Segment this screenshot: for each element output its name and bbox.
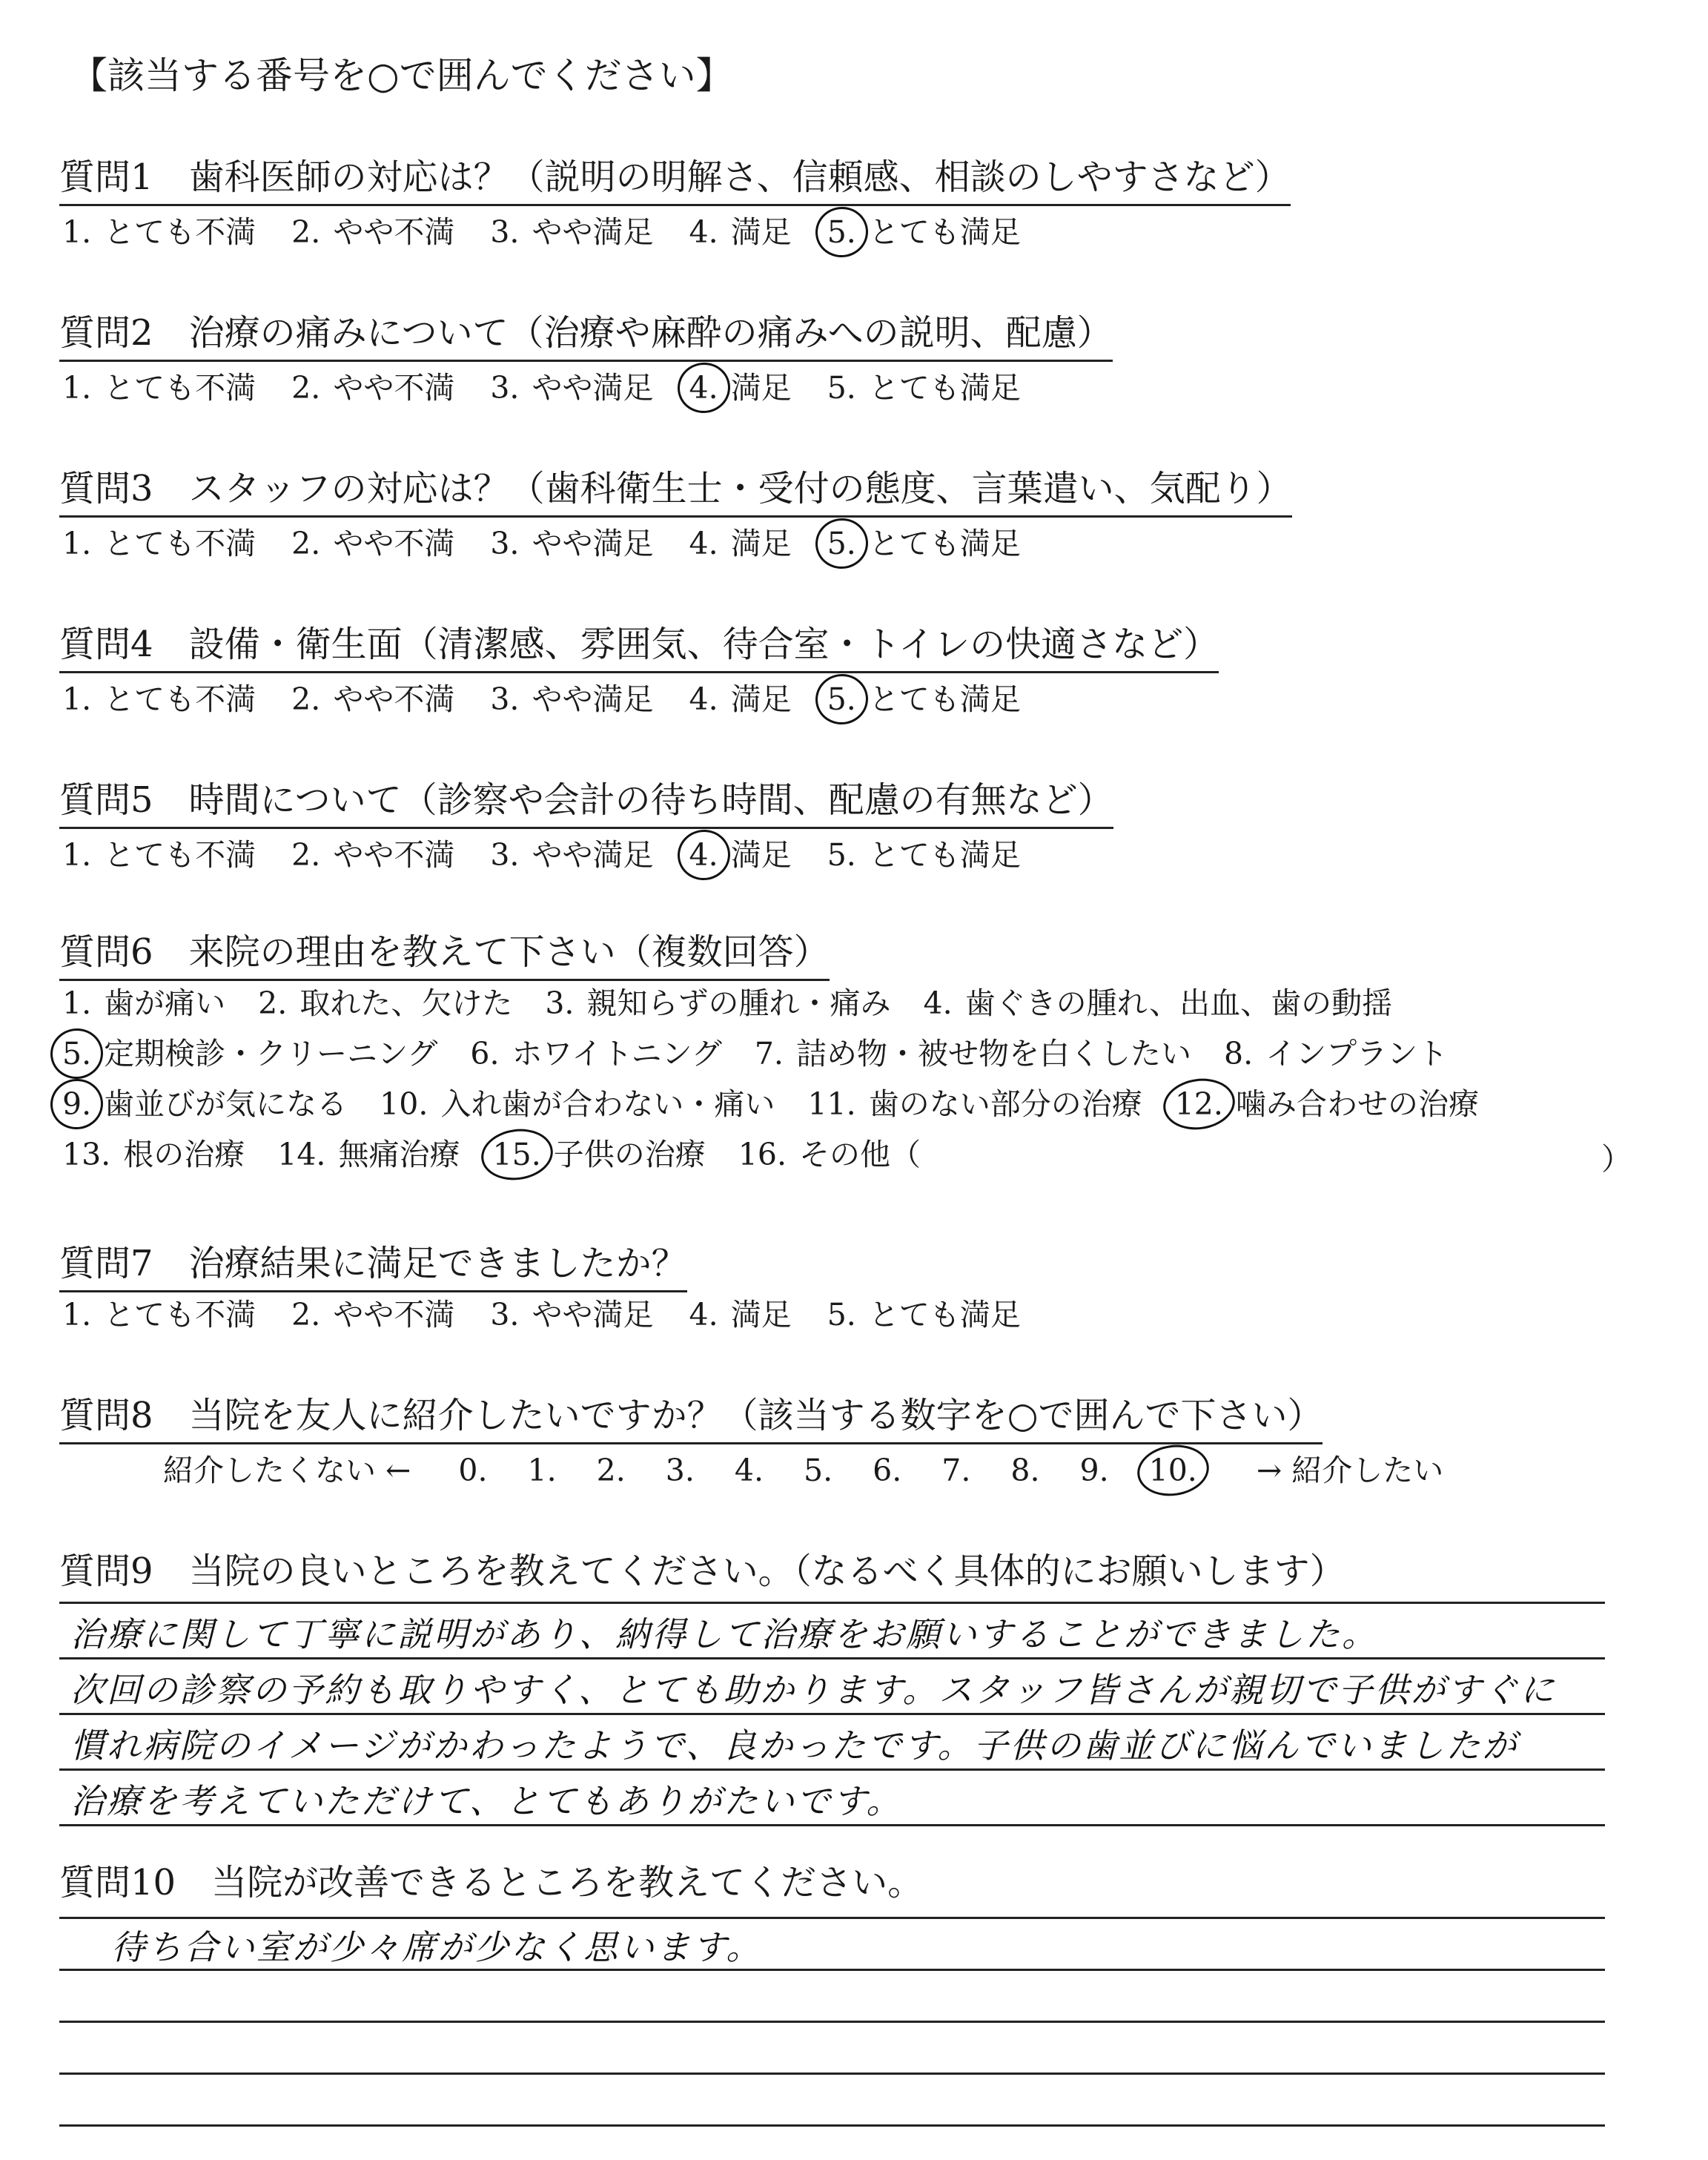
rating-option[interactable] (824, 363, 1021, 407)
scale-number[interactable]: 6. (873, 1453, 902, 1488)
rating-option[interactable] (686, 1290, 792, 1334)
reason-option[interactable] (1221, 1029, 1448, 1073)
question-text: 治療の痛みについて（治療や麻酔の痛みへの説明、配慮） (188, 312, 1113, 354)
rating-label: 満足 (730, 837, 792, 873)
rating-option[interactable] (288, 1290, 454, 1334)
rating-number: 4. (689, 1297, 718, 1332)
rating-label: 満足 (730, 370, 792, 406)
q7-options (59, 1290, 1053, 1334)
rating-number: 4. (689, 526, 718, 561)
answer-line (59, 2021, 1605, 2023)
question-label: 質問2 (59, 312, 153, 354)
rating-label: 満足 (730, 681, 792, 717)
scale-number[interactable]: 10. (1146, 1453, 1200, 1488)
answer-line (59, 1917, 1605, 1919)
reason-number: 13. (62, 1137, 111, 1172)
rating-number: 3. (490, 214, 520, 250)
reason-option[interactable] (735, 1130, 921, 1174)
rating-label: とても不満 (104, 214, 256, 250)
rating-label: とても不満 (104, 837, 256, 873)
scale-number[interactable]: 5. (804, 1453, 833, 1488)
rating-option[interactable] (686, 519, 792, 563)
scale-number[interactable]: 1. (527, 1453, 557, 1488)
question-text: 歯科医師の対応は？（説明の明解さ、信頼感、相談のしやすさなど） (188, 156, 1291, 198)
rating-option[interactable] (59, 830, 256, 874)
reason-number: 2. (258, 985, 288, 1021)
rating-number: 3. (490, 370, 520, 406)
answer-line (59, 1713, 1605, 1715)
rating-number: 1. (62, 526, 92, 561)
rating-option[interactable] (686, 675, 792, 719)
rating-option[interactable] (487, 1290, 653, 1334)
reason-label: 定期検診・クリーニング (104, 1036, 438, 1071)
rating-label: とても満足 (868, 214, 1021, 250)
reason-option[interactable] (59, 979, 225, 1023)
rating-label: やや不満 (333, 837, 455, 873)
rating-number: 4. (686, 837, 721, 873)
answer-line (59, 1602, 1605, 1604)
rating-option[interactable] (487, 519, 653, 563)
rating-label: やや満足 (532, 1297, 654, 1332)
rating-label: とても満足 (868, 1297, 1021, 1332)
rating-label: とても不満 (104, 526, 256, 561)
rating-label: 満足 (730, 214, 792, 250)
rating-number: 2. (291, 837, 321, 873)
reason-option[interactable] (542, 979, 890, 1023)
reason-label: インプラント (1265, 1036, 1449, 1071)
rating-number: 1. (62, 837, 92, 873)
rating-option[interactable] (288, 675, 454, 719)
reason-option[interactable] (921, 979, 1393, 1023)
rating-number: 1. (62, 370, 92, 406)
reason-label: ホワイトニング (512, 1036, 722, 1071)
rating-number: 5. (824, 681, 859, 717)
rating-label: 満足 (730, 526, 792, 561)
rating-label: とても不満 (104, 370, 256, 406)
rating-number: 2. (291, 214, 321, 250)
q6-title (59, 923, 830, 981)
reason-option[interactable] (1172, 1080, 1479, 1123)
handwritten-answer-line: 治療を考えていただけて、とてもありがたいです。 (70, 1781, 903, 1821)
rating-number: 4. (689, 214, 718, 250)
q10-title (59, 1854, 923, 1905)
q6-row (59, 1029, 1477, 1073)
rating-option[interactable] (824, 830, 1021, 874)
rating-option[interactable] (686, 830, 792, 874)
q6-row (59, 1130, 950, 1174)
reason-label: 噛み合わせの治療 (1235, 1086, 1479, 1122)
rating-label: やや不満 (333, 526, 455, 561)
rating-label: とても満足 (868, 526, 1021, 561)
rating-label: やや満足 (532, 837, 654, 873)
rating-option[interactable] (59, 363, 256, 407)
q4-title (59, 615, 1219, 673)
rating-option[interactable] (686, 363, 792, 407)
form-heading: 【該当する番号を○で囲んでください】 (70, 54, 733, 97)
rating-label: やや不満 (333, 370, 455, 406)
rating-number: 2. (291, 681, 321, 717)
rating-number: 4. (689, 681, 718, 717)
reason-label: 子供の治療 (553, 1137, 706, 1172)
rating-option[interactable] (288, 363, 454, 407)
rating-number: 3. (490, 1297, 520, 1332)
handwritten-answer-line: 次回の診察の予約も取りやすく、とても助かります。スタッフ皆さんが親切で子供がすぐに (70, 1670, 1557, 1710)
reason-option[interactable] (59, 1130, 245, 1174)
q7-label: 質問7 (59, 1243, 153, 1284)
reason-label: 根の治療 (123, 1137, 245, 1172)
rating-number: 5. (827, 1297, 856, 1332)
scale-number[interactable]: 9. (1079, 1453, 1109, 1488)
question-text: 設備・衛生面（清潔感、雰囲気、待合室・トイレの快適さなど） (188, 624, 1219, 665)
scale-number[interactable]: 2. (596, 1453, 626, 1488)
rating-label: とても不満 (104, 681, 256, 717)
q8-title (59, 1387, 1323, 1444)
rating-number: 5. (827, 370, 856, 406)
rating-option[interactable] (59, 208, 256, 251)
reason-number: 1. (62, 985, 92, 1021)
q7-text: 治療結果に満足できましたか？ (188, 1243, 687, 1284)
reason-option[interactable] (804, 1080, 1142, 1123)
q7-title (59, 1235, 687, 1292)
rating-label: とても不満 (104, 1297, 256, 1332)
rating-label: 満足 (730, 1297, 792, 1332)
reason-option[interactable] (255, 979, 512, 1023)
reason-option[interactable] (59, 1080, 347, 1123)
reason-label: 歯が痛い (104, 985, 226, 1021)
reason-label: 親知らずの腫れ・痛み (586, 985, 891, 1021)
reason-number: 4. (923, 985, 953, 1021)
q8-right-label: → 紹介したい (1256, 1453, 1444, 1488)
rating-number: 5. (824, 526, 859, 561)
rating-number: 5. (824, 214, 859, 250)
handwritten-answer-line: 待ち合い室が少々席が少なく思います。 (111, 1927, 763, 1967)
rating-label: やや満足 (532, 370, 654, 406)
rating-label: やや満足 (532, 526, 654, 561)
q10-text: 当院が改善できるところを教えてください。 (211, 1862, 924, 1903)
rating-number: 2. (291, 526, 321, 561)
rating-label: やや不満 (333, 1297, 455, 1332)
reason-number: 16. (738, 1137, 787, 1172)
question-text: スタッフの対応は？（歯科衛生士・受付の態度、言葉遣い、気配り） (188, 468, 1292, 509)
q9-label: 質問9 (59, 1550, 153, 1592)
reason-number: 11. (807, 1086, 856, 1122)
scale-number[interactable]: 4. (734, 1453, 764, 1488)
q8-scale (163, 1446, 1443, 1490)
reason-label: 取れた、欠けた (299, 985, 513, 1021)
reason-number: 15. (490, 1137, 544, 1172)
question-label: 質問4 (59, 624, 153, 665)
rating-option[interactable] (487, 363, 653, 407)
reason-number: 12. (1172, 1086, 1226, 1122)
rating-number: 1. (62, 214, 92, 250)
rating-label: とても満足 (868, 681, 1021, 717)
q6-row (59, 979, 1422, 1023)
rating-number: 2. (291, 370, 321, 406)
q5-title (59, 771, 1113, 829)
reason-label: 歯ぐきの腫れ、出血、歯の動揺 (964, 985, 1393, 1021)
rating-option[interactable] (686, 208, 792, 251)
rating-option[interactable] (487, 830, 653, 874)
answer-line (59, 1824, 1605, 1826)
q6-row (59, 1080, 1509, 1123)
rating-option[interactable] (487, 208, 653, 251)
reason-number: 10. (380, 1086, 428, 1122)
answer-line (59, 2073, 1605, 2075)
handwritten-answer-line: 治療に関して丁寧に説明があり、納得して治療をお願いすることができました。 (70, 1614, 1378, 1654)
q10-label: 質問10 (59, 1862, 176, 1903)
q5-options (59, 830, 1053, 874)
q3-title (59, 460, 1292, 518)
reason-option[interactable] (59, 1029, 437, 1073)
reason-label: 入れ歯が合わない・痛い (440, 1086, 775, 1122)
rating-label: やや不満 (333, 681, 455, 717)
rating-number: 3. (490, 526, 520, 561)
rating-number: 1. (62, 681, 92, 717)
rating-number: 5. (827, 837, 856, 873)
rating-label: とても満足 (868, 837, 1021, 873)
answer-line (59, 1768, 1605, 1771)
rating-option[interactable] (824, 519, 1021, 563)
q1-options (59, 208, 1053, 251)
reason-option[interactable] (377, 1080, 775, 1123)
q2-title (59, 304, 1113, 362)
question-text: 時間について（診察や会計の待ち時間、配慮の有無など） (188, 779, 1113, 821)
q9-text: 当院の良いところを教えてください。（なるべく具体的にお願いします） (188, 1550, 1345, 1592)
rating-option[interactable] (487, 675, 653, 719)
rating-label: やや不満 (333, 214, 455, 250)
reason-option[interactable] (490, 1130, 706, 1174)
rating-label: やや満足 (532, 681, 654, 717)
rating-option[interactable] (288, 519, 454, 563)
scale-number[interactable]: 8. (1010, 1453, 1040, 1488)
question-label: 質問5 (59, 779, 153, 821)
rating-number: 4. (686, 370, 721, 406)
q1-title (59, 148, 1291, 206)
q4-options (59, 675, 1053, 719)
rating-number: 1. (62, 1297, 92, 1332)
reason-option[interactable] (274, 1130, 460, 1174)
reason-label: 歯のない部分の治療 (868, 1086, 1142, 1122)
rating-number: 3. (490, 681, 520, 717)
q3-options (59, 519, 1053, 563)
answer-line (59, 2124, 1605, 2127)
q2-options (59, 363, 1053, 407)
reason-label: 詰め物・被せ物を白くしたい (796, 1036, 1192, 1071)
reason-option[interactable] (467, 1029, 721, 1073)
reason-number: 3. (545, 985, 575, 1021)
question-label: 質問1 (59, 156, 153, 198)
rating-option[interactable] (59, 1290, 256, 1334)
q8-text: 当院を友人に紹介したいですか？（該当する数字を○で囲んで下さい） (188, 1395, 1323, 1436)
scale-number[interactable]: 7. (941, 1453, 971, 1488)
q6-label: 質問6 (59, 931, 153, 973)
question-label: 質問3 (59, 468, 153, 509)
rating-option[interactable] (288, 830, 454, 874)
rating-option[interactable] (59, 675, 256, 719)
rating-option[interactable] (824, 1290, 1021, 1334)
answer-line (59, 1657, 1605, 1659)
reason-number: 6. (470, 1036, 500, 1071)
q9-title (59, 1542, 1345, 1593)
q8-left-label: 紹介したくない ← (163, 1453, 411, 1488)
reason-number: 14. (277, 1137, 326, 1172)
reason-label: 歯並びが気になる (104, 1086, 348, 1122)
rating-number: 2. (291, 1297, 321, 1332)
reason-number: 8. (1224, 1036, 1254, 1071)
rating-label: とても満足 (868, 370, 1021, 406)
q8-label: 質問8 (59, 1395, 153, 1436)
scale-number[interactable]: 3. (665, 1453, 695, 1488)
reason-option[interactable] (752, 1029, 1191, 1073)
reason-number: 5. (59, 1036, 94, 1071)
q6-text: 来院の理由を教えて下さい（複数回答） (188, 931, 830, 973)
reason-number: 9. (59, 1086, 94, 1122)
rating-option[interactable] (824, 208, 1021, 251)
rating-label: やや満足 (532, 214, 654, 250)
handwritten-answer-line: 慣れ病院のイメージがかわったようで、良かったです。子供の歯並びに悩んでいましたが (70, 1725, 1519, 1766)
rating-number: 3. (490, 837, 520, 873)
rating-option[interactable] (288, 208, 454, 251)
scale-number[interactable]: 0. (458, 1453, 488, 1488)
q6-close-paren: ） (1601, 1141, 1632, 1177)
reason-label: その他（ (799, 1137, 921, 1172)
reason-label: 無痛治療 (338, 1137, 460, 1172)
reason-number: 7. (754, 1036, 784, 1071)
rating-option[interactable] (59, 519, 256, 563)
rating-option[interactable] (824, 675, 1021, 719)
